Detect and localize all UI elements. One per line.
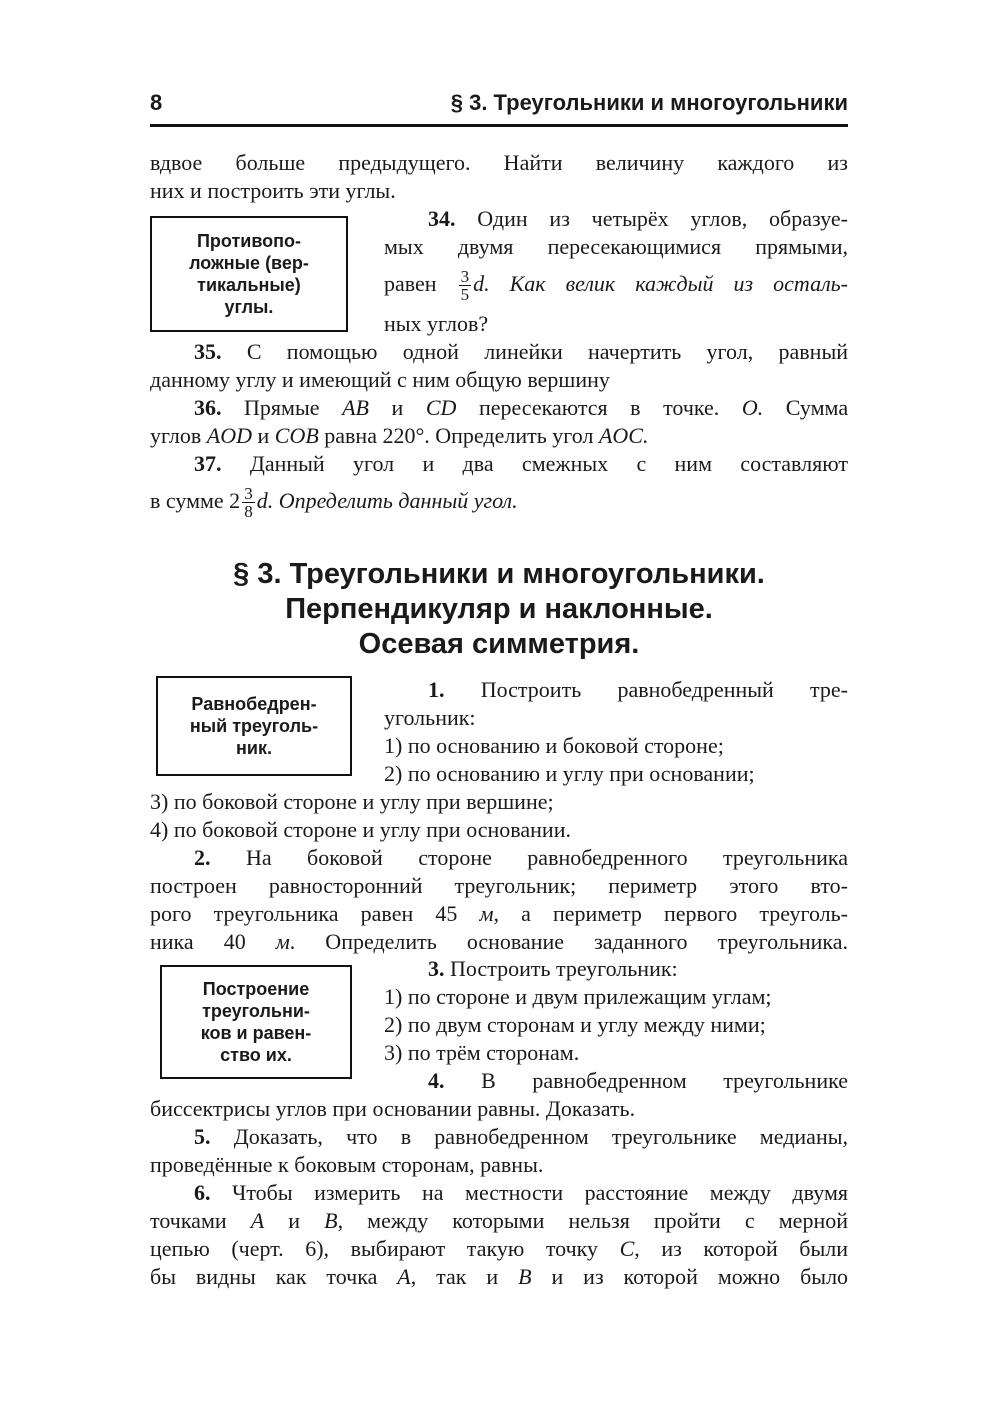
text-line: углов AOD и COB равна 220°. Определить угол AOC. <box>150 423 649 448</box>
section-title-line: § 3. Треугольники и многоугольники. <box>233 558 765 590</box>
running-title: § 3. Треугольники и многоугольники <box>450 90 848 115</box>
text-line: ных углов? <box>384 311 489 336</box>
problem-number: 4. <box>428 1068 445 1093</box>
section-title-line: Осевая симметрия. <box>358 628 640 660</box>
margin-note-line: углы. <box>224 297 274 317</box>
margin-note-line: ков и равен- <box>200 1023 312 1043</box>
margin-note-isosceles <box>156 676 352 776</box>
list-item: 3) по трём сторонам. <box>384 1040 580 1065</box>
problem-34 <box>384 205 848 233</box>
problem-number: 35. <box>194 339 222 364</box>
text-line: в сумме 2 $\frac{3}{8}$ d. Определить данный угол. <box>150 484 518 522</box>
text-line: биссектрисы углов при основании равны. Доказать. <box>150 1096 636 1121</box>
problem-number: 5. <box>194 1124 211 1149</box>
fraction-3-5: $\frac{3}{5}$ <box>460 267 470 305</box>
margin-note-construction <box>160 965 352 1079</box>
text-line: Один из четырёх углов, образуе- <box>477 206 848 231</box>
margin-note-line: ник. <box>236 738 272 758</box>
list-item: 4) по боковой стороне и углу при основании. <box>150 817 571 842</box>
text-line: данному углу и имеющий с ним общую вершину <box>150 367 610 392</box>
problem-number: 36. <box>194 395 222 420</box>
text-line: вдвое больше предыдущего. Найти величину каждого из <box>150 150 848 175</box>
text-line: построен равносторонний треугольник; периметр этого вто- <box>150 873 848 898</box>
text-line: них и построить эти углы. <box>150 178 396 203</box>
problem-4: 4. В равнобедренном треугольнике <box>428 1068 849 1093</box>
list-item: 1) по стороне и двум прилежащим углам; <box>384 984 772 1009</box>
list-item: 2) по двум сторонам и углу между ними; <box>384 1012 766 1037</box>
problem-1: 1. Построить равнобедренный тре- <box>428 677 848 702</box>
text-line: мых двумя пересекающимися прямыми, <box>384 234 848 259</box>
text-line: угольник: <box>384 705 476 730</box>
margin-note-line: тикальные) <box>197 275 301 295</box>
problem-number: 2. <box>194 845 211 870</box>
problem-37: 37. Данный угол и два смежных с ним составляют <box>194 451 848 476</box>
fraction-3-8: $\frac{3}{8}$ <box>244 484 253 522</box>
problem-36: 36. Прямые AB и CD пересекаются в точке. O. Сумма <box>194 395 849 420</box>
list-item: 3) по боковой стороне и углу при вершине; <box>150 789 554 814</box>
problem-number: 34. <box>428 206 456 231</box>
margin-note-line: Равнобедрен- <box>191 694 317 714</box>
section-title-line: Перпендикуляр и наклонные. <box>285 593 713 625</box>
problem-number: 37. <box>194 451 222 476</box>
problem-3: 3. Построить треугольник: <box>428 956 678 981</box>
problem-number: 3. <box>428 956 445 981</box>
text-line: цепью (черт. 6), выбирают такую точку C, из которой были <box>150 1236 849 1261</box>
text-line: проведённые к боковым сторонам, равны. <box>150 1152 544 1177</box>
margin-note-line: ный треуголь- <box>189 716 319 736</box>
problem-number: 1. <box>428 677 445 702</box>
problem-5: 5. Доказать, что в равнобедренном треугольнике медианы, <box>194 1124 848 1149</box>
text-line: рого треугольника равен 45 м, а периметр первого треуголь- <box>150 901 848 926</box>
list-item: 1) по основанию и боковой стороне; <box>384 733 724 758</box>
text-line: бы видны как точка A, так и B и из которой можно было <box>150 1264 849 1289</box>
text-line: точками A и B, между которыми нельзя пройти с мерной <box>150 1208 848 1233</box>
problem-2: 2. На боковой стороне равнобедренного треугольника <box>194 845 848 870</box>
text-line: равен $\frac{3}{5}$ d. Как велик каждый из осталь- <box>384 267 848 305</box>
margin-note-line: треугольни- <box>202 1001 310 1021</box>
margin-note-line: ложные (вер- <box>189 253 309 273</box>
problem-35: 35. С помощью одной линейки начертить угол, равный <box>194 339 849 364</box>
margin-note-vertical-angles <box>150 216 348 332</box>
list-item: 2) по основанию и углу при основании; <box>384 761 755 786</box>
margin-note-line: ство их. <box>220 1045 292 1065</box>
margin-note-line: Построение <box>202 979 310 999</box>
text-line: ника 40 м. Определить основание заданного треугольника. <box>150 929 849 954</box>
page-number: 8 <box>150 90 163 115</box>
running-header <box>150 88 848 127</box>
margin-note-line: Противопо- <box>196 231 302 251</box>
problem-6: 6. Чтобы измерить на местности расстояние между двумя <box>194 1180 848 1205</box>
problem-number: 6. <box>194 1180 211 1205</box>
